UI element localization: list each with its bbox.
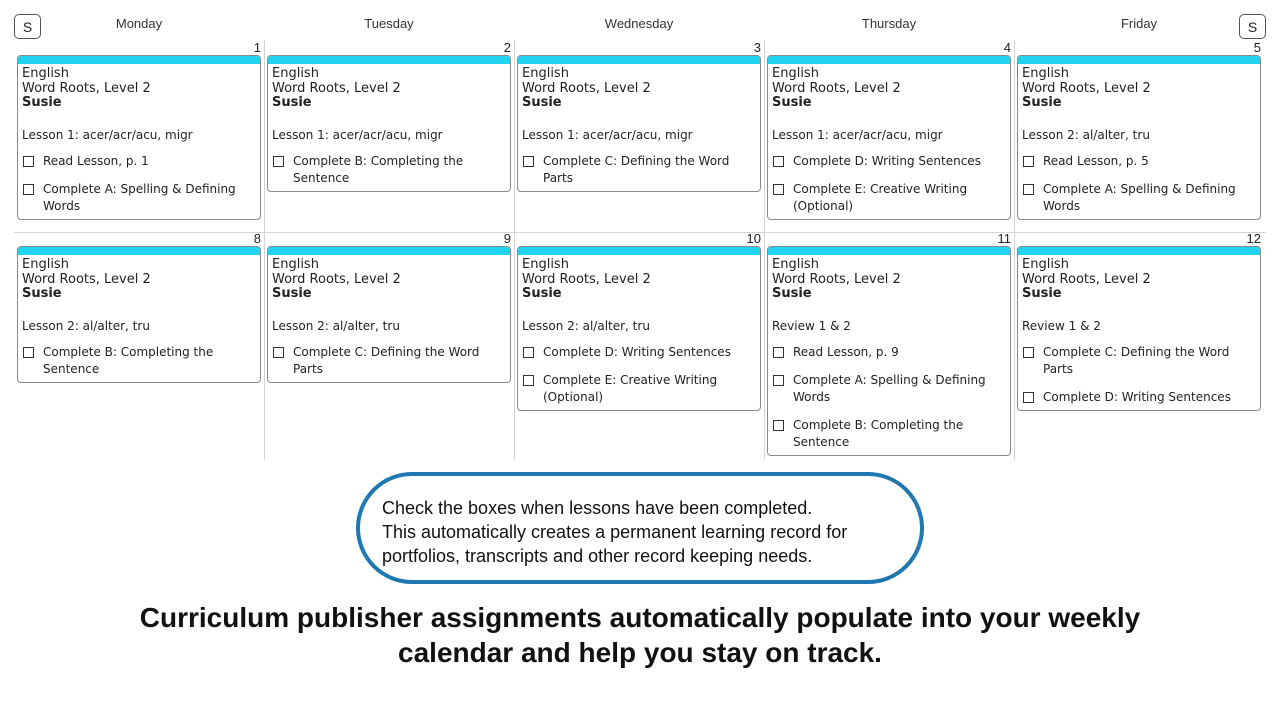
card-subject: English [22,66,69,81]
card-subject: English [272,257,319,272]
task-item[interactable] [522,344,756,361]
card-subject: English [522,257,569,272]
day-header-tuesday: Tuesday [364,16,414,31]
card-student: Susie [272,286,312,301]
assignment-card[interactable] [17,246,261,383]
task-checkbox[interactable] [773,156,784,167]
task-label: Complete C: Defining the Word Parts [293,344,480,376]
column-divider [764,40,765,460]
card-subject: English [272,66,319,81]
card-subject: English [522,66,569,81]
card-body [518,64,760,191]
card-student: Susie [522,286,562,301]
date-number: 1 [253,40,261,55]
task-label: Complete D: Writing Sentences [543,344,731,359]
card-course: Word Roots, Level 2 [272,271,401,287]
card-student: Susie [772,95,812,110]
card-student: Susie [772,286,812,301]
headline-line: Curriculum publisher assignments automatically populate into your weekly [139,602,1141,633]
task-label: Read Lesson, p. 5 [1043,153,1149,168]
task-label: Complete A: Spelling & Defining Words [1043,181,1236,213]
task-checkbox[interactable] [23,156,34,167]
assignment-card[interactable] [1017,55,1261,220]
task-label: Complete C: Defining the Word Parts [1043,344,1230,376]
date-number: 11 [997,231,1011,246]
marketing-headline [40,600,1240,670]
card-body [18,255,260,382]
task-label: Complete E: Creative Writing (Optional) [793,181,968,213]
date-number: 8 [253,231,261,246]
assignment-card[interactable] [267,55,511,192]
task-item[interactable] [772,372,1006,406]
task-item[interactable] [522,153,756,187]
task-item[interactable] [22,181,256,215]
card-course: Word Roots, Level 2 [522,271,651,287]
column-divider [514,40,515,460]
card-lesson: Review 1 & 2 [1022,318,1101,333]
card-body [1018,255,1260,410]
card-lesson: Lesson 2: al/alter, tru [272,318,400,333]
task-item[interactable] [772,344,1006,361]
task-checkbox[interactable] [523,375,534,386]
column-divider [1014,40,1015,460]
date-number: 10 [746,231,761,246]
card-subject: English [772,257,819,272]
card-lesson: Review 1 & 2 [772,318,851,333]
card-body [768,64,1010,219]
card-body [18,64,260,219]
headline-line: calendar and help you stay on track. [398,637,882,668]
card-student: Susie [1022,286,1062,301]
task-checkbox[interactable] [773,347,784,358]
card-course: Word Roots, Level 2 [772,271,901,287]
card-student: Susie [22,95,62,110]
callout-line: Check the boxes when lessons have been completed. [382,498,813,518]
card-subject: English [772,66,819,81]
task-item[interactable] [1022,389,1256,406]
subject-color-bar [18,56,260,64]
task-label: Complete D: Writing Sentences [793,153,981,168]
task-item[interactable] [272,153,506,187]
task-checkbox[interactable] [523,156,534,167]
subject-color-bar [768,56,1010,64]
task-item[interactable] [22,153,256,170]
card-student: Susie [522,95,562,110]
task-checkbox[interactable] [523,347,534,358]
task-label: Complete B: Completing the Sentence [793,417,964,449]
task-checkbox[interactable] [273,347,284,358]
day-header-thursday: Thursday [861,16,917,31]
task-checkbox[interactable] [1023,347,1034,358]
task-item[interactable] [772,417,1006,451]
date-number: 5 [1253,40,1261,55]
card-student: Susie [22,286,62,301]
task-label: Complete B: Completing the Sentence [43,344,214,376]
column-divider [264,40,265,460]
prev-week-button[interactable]: S [14,14,41,39]
card-course: Word Roots, Level 2 [1022,80,1151,96]
task-item[interactable] [1022,344,1256,378]
task-checkbox[interactable] [1023,184,1034,195]
card-course: Word Roots, Level 2 [1022,271,1151,287]
subject-color-bar [1018,56,1260,64]
subject-color-bar [768,247,1010,255]
card-course: Word Roots, Level 2 [272,80,401,96]
card-student: Susie [272,95,312,110]
task-label: Read Lesson, p. 1 [43,153,149,168]
task-item[interactable] [772,153,1006,170]
task-checkbox[interactable] [773,375,784,386]
subject-color-bar [268,247,510,255]
card-body [768,255,1010,455]
assignment-card[interactable] [767,55,1011,220]
task-label: Complete B: Completing the Sentence [293,153,464,185]
next-week-button[interactable]: S [1239,14,1266,39]
day-header-wednesday: Wednesday [604,16,674,31]
task-item[interactable] [272,344,506,378]
week-divider [14,232,1266,233]
assignment-card[interactable] [767,246,1011,456]
date-number: 3 [753,40,761,55]
card-course: Word Roots, Level 2 [22,271,151,287]
card-subject: English [1022,66,1069,81]
card-student: Susie [1022,95,1062,110]
assignment-card[interactable] [517,246,761,411]
subject-color-bar [1018,247,1260,255]
date-number: 4 [1003,40,1011,55]
task-checkbox[interactable] [773,184,784,195]
task-label: Complete E: Creative Writing (Optional) [543,372,718,404]
subject-color-bar [518,56,760,64]
card-subject: English [1022,257,1069,272]
card-lesson: Lesson 1: acer/acr/acu, migr [522,127,693,142]
subject-color-bar [268,56,510,64]
task-item[interactable] [1022,181,1256,215]
task-item[interactable] [22,344,256,378]
card-lesson: Lesson 1: acer/acr/acu, migr [772,127,943,142]
card-course: Word Roots, Level 2 [522,80,651,96]
card-body [1018,64,1260,219]
task-label: Complete C: Defining the Word Parts [543,153,730,185]
card-lesson: Lesson 1: acer/acr/acu, migr [272,127,443,142]
task-checkbox[interactable] [23,184,34,195]
task-checkbox[interactable] [23,347,34,358]
card-body [268,255,510,382]
card-course: Word Roots, Level 2 [772,80,901,96]
info-callout [356,472,924,584]
task-checkbox[interactable] [1023,156,1034,167]
subject-color-bar [18,247,260,255]
day-header-monday: Monday [115,16,163,31]
task-item[interactable] [1022,153,1256,170]
task-checkbox[interactable] [773,420,784,431]
card-lesson: Lesson 2: al/alter, tru [1022,127,1150,142]
date-number: 12 [1246,231,1261,246]
task-label: Complete A: Spelling & Defining Words [793,372,986,404]
callout-line: This automatically creates a permanent learning record for [382,522,848,542]
task-checkbox[interactable] [273,156,284,167]
subject-color-bar [518,247,760,255]
assignment-card[interactable] [517,55,761,192]
task-label: Complete A: Spelling & Defining Words [43,181,236,213]
assignment-card[interactable] [1017,246,1261,411]
card-subject: English [22,257,69,272]
task-label: Complete D: Writing Sentences [1043,389,1231,404]
card-lesson: Lesson 2: al/alter, tru [22,318,150,333]
task-checkbox[interactable] [1023,392,1034,403]
task-item[interactable] [522,372,756,406]
assignment-card[interactable] [17,55,261,220]
day-header-friday: Friday [1120,16,1158,31]
card-body [268,64,510,191]
card-body [518,255,760,410]
task-item[interactable] [772,181,1006,215]
assignment-card[interactable] [267,246,511,383]
card-lesson: Lesson 1: acer/acr/acu, migr [22,127,193,142]
task-label: Read Lesson, p. 9 [793,344,899,359]
date-number: 9 [503,231,511,246]
card-lesson: Lesson 2: al/alter, tru [522,318,650,333]
callout-line: portfolios, transcripts and other record keeping needs. [382,546,813,566]
date-number: 2 [503,40,511,55]
card-course: Word Roots, Level 2 [22,80,151,96]
